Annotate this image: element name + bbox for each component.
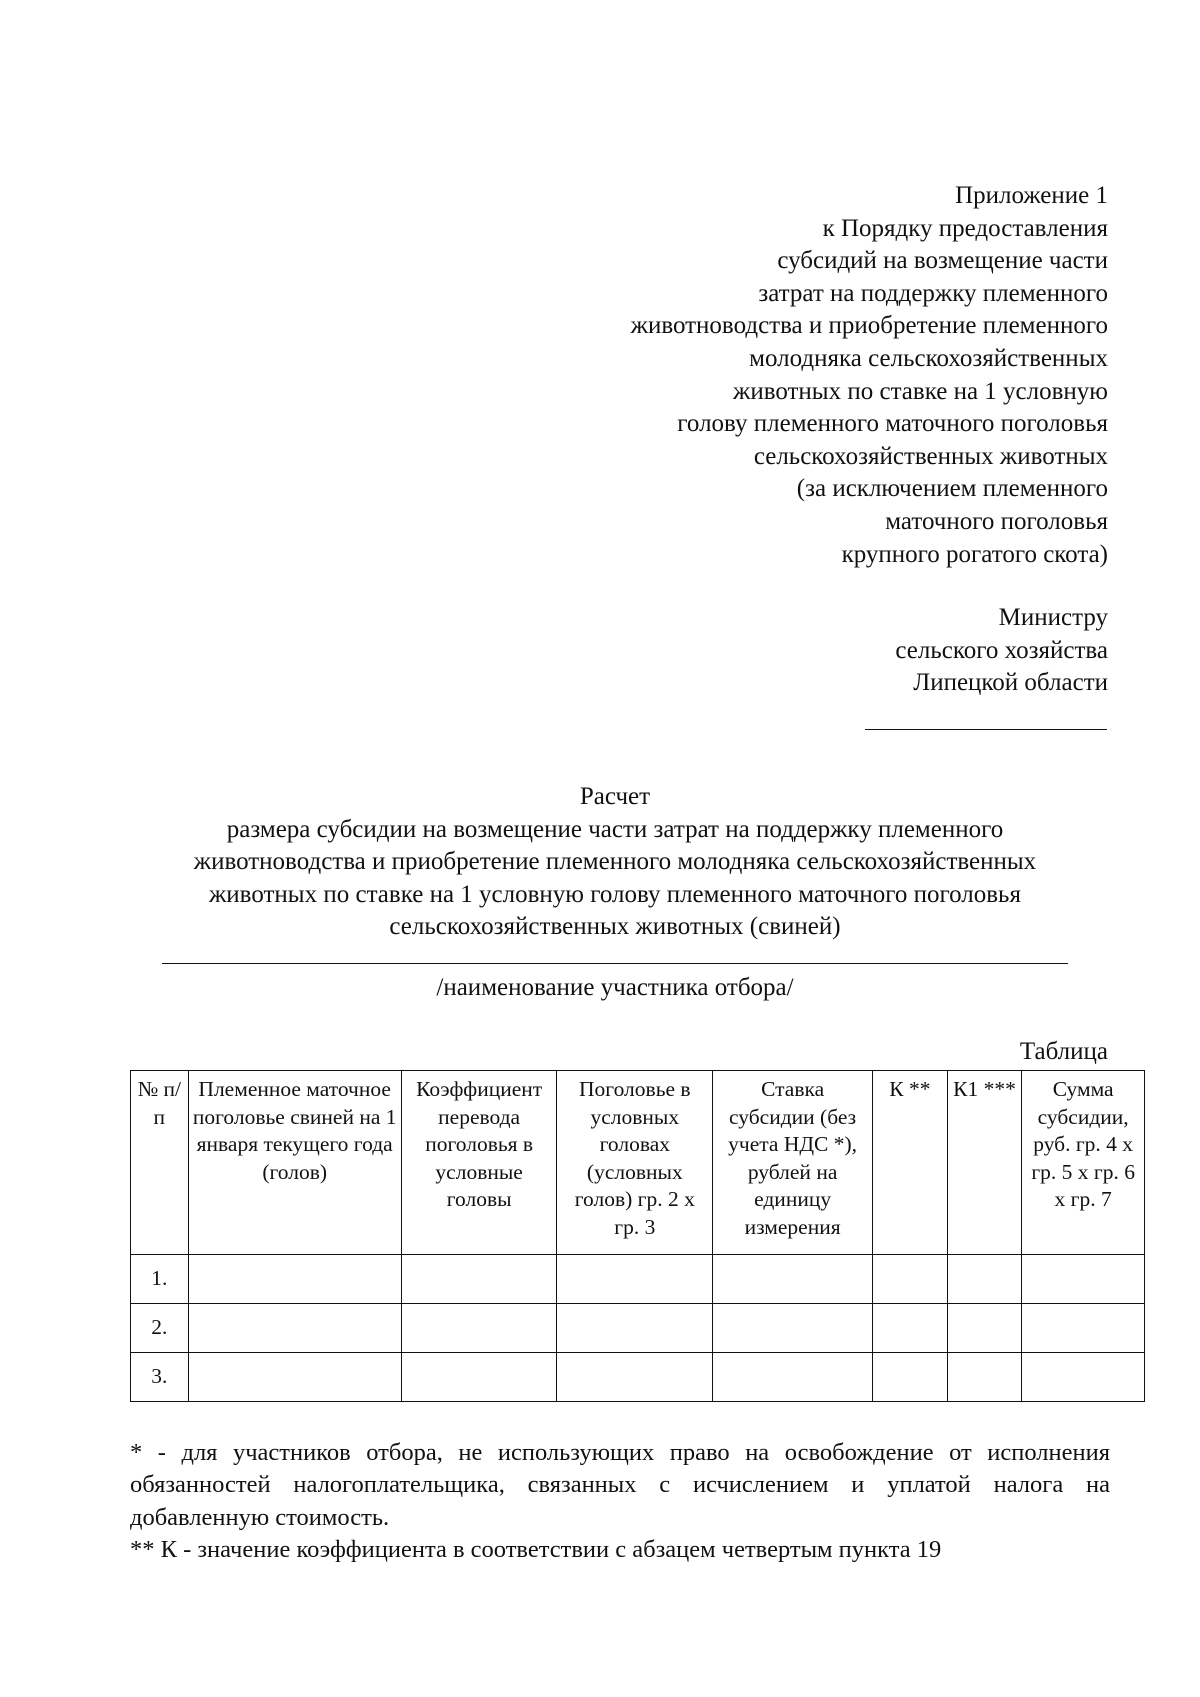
addressee-line: Липецкой области — [913, 669, 1108, 697]
appendix-reference — [548, 180, 1108, 571]
col-header-conversion-coefficient: Коэффициент перевода поголовья в условные головы — [401, 1071, 557, 1255]
table-cell[interactable] — [188, 1353, 401, 1402]
appendix-line: маточного поголовья — [885, 507, 1108, 535]
appendix-line: животноводства и приобретение племенного — [630, 312, 1108, 340]
table-cell[interactable] — [401, 1353, 557, 1402]
table-cell[interactable] — [947, 1353, 1022, 1402]
table-cell[interactable] — [873, 1255, 948, 1304]
appendix-line: к Порядку предоставления — [822, 214, 1108, 242]
table-cell[interactable] — [713, 1304, 873, 1353]
document-title — [110, 781, 1120, 944]
subsidy-calculation-table — [130, 1070, 1145, 1402]
table-cell[interactable] — [188, 1304, 401, 1353]
table-cell[interactable] — [873, 1304, 948, 1353]
table-cell[interactable] — [947, 1304, 1022, 1353]
col-header-subsidy-rate: Ставка субсидии (без учета НДС *), рублей на единицу измерения — [713, 1071, 873, 1255]
col-header-number: № п/п — [131, 1071, 189, 1255]
table-cell[interactable] — [713, 1255, 873, 1304]
table-label: Таблица — [1019, 1038, 1108, 1065]
col-header-k: К ** — [873, 1071, 948, 1255]
appendix-line: голову племенного маточного поголовья — [677, 410, 1108, 438]
title-line: сельскохозяйственных животных (свиней) — [389, 913, 841, 941]
title-line: животноводства и приобретение племенного молодняка сельскохозяйственных — [193, 848, 1037, 876]
addressee-line: сельского хозяйства — [895, 636, 1108, 664]
title-line: животных по ставке на 1 условную голову племенного маточного поголовья — [209, 880, 1021, 908]
title-heading: Расчет — [579, 783, 651, 810]
col-header-subsidy-amount: Сумма субсидии, руб. гр. 4 x гр. 5 x гр. 6 x гр. 7 — [1022, 1071, 1145, 1255]
table-cell[interactable] — [713, 1353, 873, 1402]
appendix-line: крупного рогатого скота) — [841, 540, 1108, 568]
table-cell[interactable] — [873, 1353, 948, 1402]
table-cell[interactable] — [1022, 1255, 1145, 1304]
addressee-block — [708, 602, 1108, 700]
table-cell[interactable] — [1022, 1304, 1145, 1353]
table-row — [131, 1304, 1145, 1353]
appendix-line: затрат на поддержку племенного — [758, 279, 1108, 307]
participant-name-blank-line[interactable] — [162, 963, 1068, 964]
table-row — [131, 1353, 1145, 1402]
addressee-line: Министру — [998, 604, 1108, 631]
row-number-cell: 2. — [131, 1304, 189, 1353]
col-header-conventional-heads: Поголовье в условных головах (условных голов) гр. 2 x гр. 3 — [557, 1071, 713, 1255]
table-cell[interactable] — [401, 1255, 557, 1304]
row-number-cell: 1. — [131, 1255, 189, 1304]
table-cell[interactable] — [557, 1353, 713, 1402]
table-header-row — [131, 1071, 1145, 1255]
appendix-line: сельскохозяйственных животных — [753, 442, 1108, 470]
table-cell[interactable] — [401, 1304, 557, 1353]
appendix-line: (за исключением племенного — [796, 475, 1108, 503]
title-line: размера субсидии на возмещение части затрат на поддержку племенного — [226, 815, 1004, 843]
table-row — [131, 1255, 1145, 1304]
table-cell[interactable] — [1022, 1353, 1145, 1402]
table-cell[interactable] — [557, 1304, 713, 1353]
addressee-blank-line[interactable] — [865, 729, 1107, 730]
col-header-breeding-sows: Племенное маточное поголовье свиней на 1 января текущего года (голов) — [188, 1071, 401, 1255]
participant-name-caption: /наименование участника отбора/ — [436, 974, 794, 1001]
footnotes — [130, 1437, 1110, 1566]
appendix-line: субсидий на возмещение части — [777, 247, 1108, 275]
footnote-coefficient-k: ** К - значение коэффициента в соответствии с абзацем четвертым пункта 19 — [130, 1535, 942, 1563]
col-header-k1: К1 *** — [947, 1071, 1022, 1255]
appendix-line: животных по ставке на 1 условную — [733, 377, 1108, 405]
appendix-line: Приложение 1 — [955, 182, 1108, 209]
appendix-line: молодняка сельскохозяйственных — [749, 344, 1108, 372]
table-cell[interactable] — [188, 1255, 401, 1304]
table-cell[interactable] — [947, 1255, 1022, 1304]
row-number-cell: 3. — [131, 1353, 189, 1402]
footnote-vat: * - для участников отбора, не использующих право на освобождение от исполнения обязанностей налогоплательщика, связанных с исчислением и уплатой налога на добавленную стоимость. — [130, 1439, 1110, 1531]
table-cell[interactable] — [557, 1255, 713, 1304]
